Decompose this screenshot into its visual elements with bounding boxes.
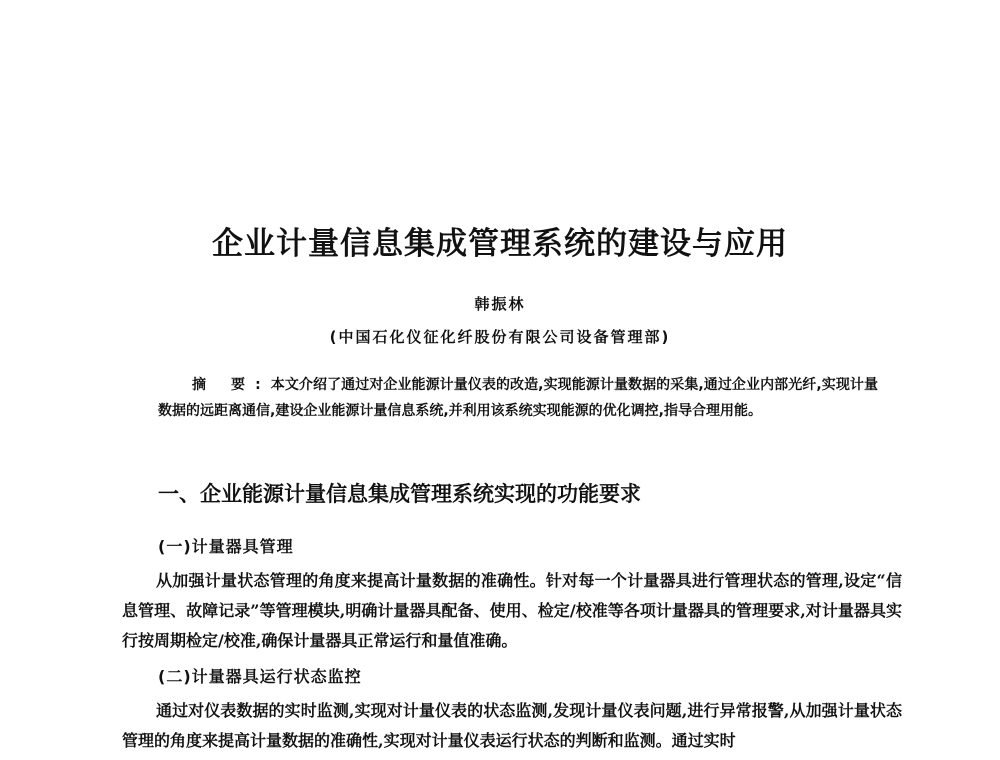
abstract-text: 本文介绍了通过对企业能源计量仪表的改造,实现能源计量数据的采集,通过企业内部光纤,实现计量数据的远距离通信,建设企业能源计量信息系统,并利用该系统实现能源的优化调控,指导合理用能。 bbox=[158, 377, 878, 419]
section-heading-1: 一、企业能源计量信息集成管理系统实现的功能要求 bbox=[158, 482, 641, 506]
paper-title: 企业计量信息集成管理系统的建设与应用 bbox=[212, 226, 788, 262]
subsection-heading-2: (二)计量器具运行状态监控 bbox=[158, 667, 362, 686]
subsection-1-paragraph: 从加强计量状态管理的角度来提高计量数据的准确性。针对每一个计量器具进行管理状态的管理,设定“信息管理、故障记录”等管理模块,明确计量器具配备、使用、检定/校准等各项计量器具的管理要求,对计量器具实行按周期检定/校准,确保计量器具正常运行和量值准确。 bbox=[122, 571, 902, 650]
subsection-heading-1: (一)计量器具管理 bbox=[158, 537, 294, 556]
abstract-label: 摘 要: bbox=[192, 377, 271, 393]
abstract bbox=[158, 372, 878, 424]
subsection-2-paragraph: 通过对仪表数据的实时监测,实现对计量仪表的状态监测,发现计量仪表问题,进行异常报警,从加强计量状态管理的角度来提高计量数据的准确性,实现对计量仪表运行状态的判断和监测。通过实时 bbox=[122, 701, 902, 750]
author-name: 韩振林 bbox=[474, 295, 526, 313]
author-affiliation: (中国石化仪征化纤股份有限公司设备管理部) bbox=[329, 328, 671, 346]
